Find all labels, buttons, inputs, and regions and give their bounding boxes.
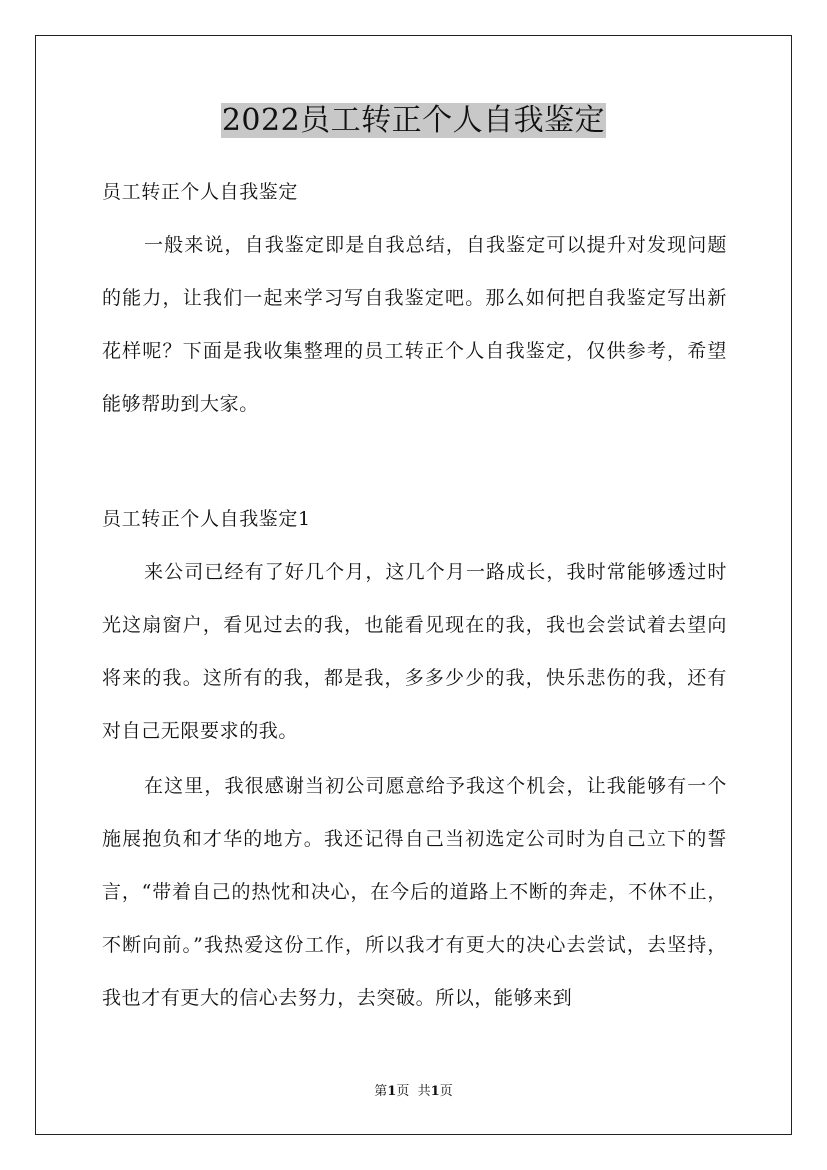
- document-title-text: 2022员工转正个人自我鉴定: [221, 103, 606, 138]
- document-title: [0, 98, 827, 144]
- footer-page-number: 1: [387, 1084, 397, 1099]
- footer-page-suffix: 页: [396, 1084, 410, 1099]
- footer-total-suffix: 页: [439, 1084, 453, 1099]
- section-heading: 员工转正个人自我鉴定1: [102, 508, 311, 530]
- body-paragraph: 来公司已经有了好几个月，这几个月一路成长，我时常能够透过时光这扇窗户，看见过去的我，也能看见现在的我，我也会尝试着去望向将来的我。这所有的我，都是我，多多少少的我，快乐悲伤的我，还有对自己无限要求的我。: [102, 561, 727, 742]
- document-subtitle: 员工转正个人自我鉴定: [102, 181, 299, 203]
- footer-total-number: 1: [430, 1084, 440, 1099]
- footer-total-prefix: 共: [417, 1084, 431, 1099]
- body-paragraph: 在这里，我很感谢当初公司愿意给予我这个机会，让我能够有一个施展抱负和才华的地方。我还记得自己当初选定公司时为自己立下的誓言，“带着自己的热忱和决心，在今后的道路上不断的奔走，不休不止，不断向前。”我热爱这份工作，所以我才有更大的决心去尝试，去坚持，我也才有更大的信心去努力，去突破。所以，能够来到: [102, 775, 727, 1009]
- page-footer: [0, 1083, 827, 1101]
- footer-page-prefix: 第: [374, 1084, 388, 1099]
- intro-paragraph: 一般来说，自我鉴定即是自我总结，自我鉴定可以提升对发现问题的能力，让我们一起来学习写自我鉴定吧。那么如何把自我鉴定写出新花样呢？下面是我收集整理的员工转正个人自我鉴定，仅供参考，希望能够帮助到大家。: [102, 234, 727, 415]
